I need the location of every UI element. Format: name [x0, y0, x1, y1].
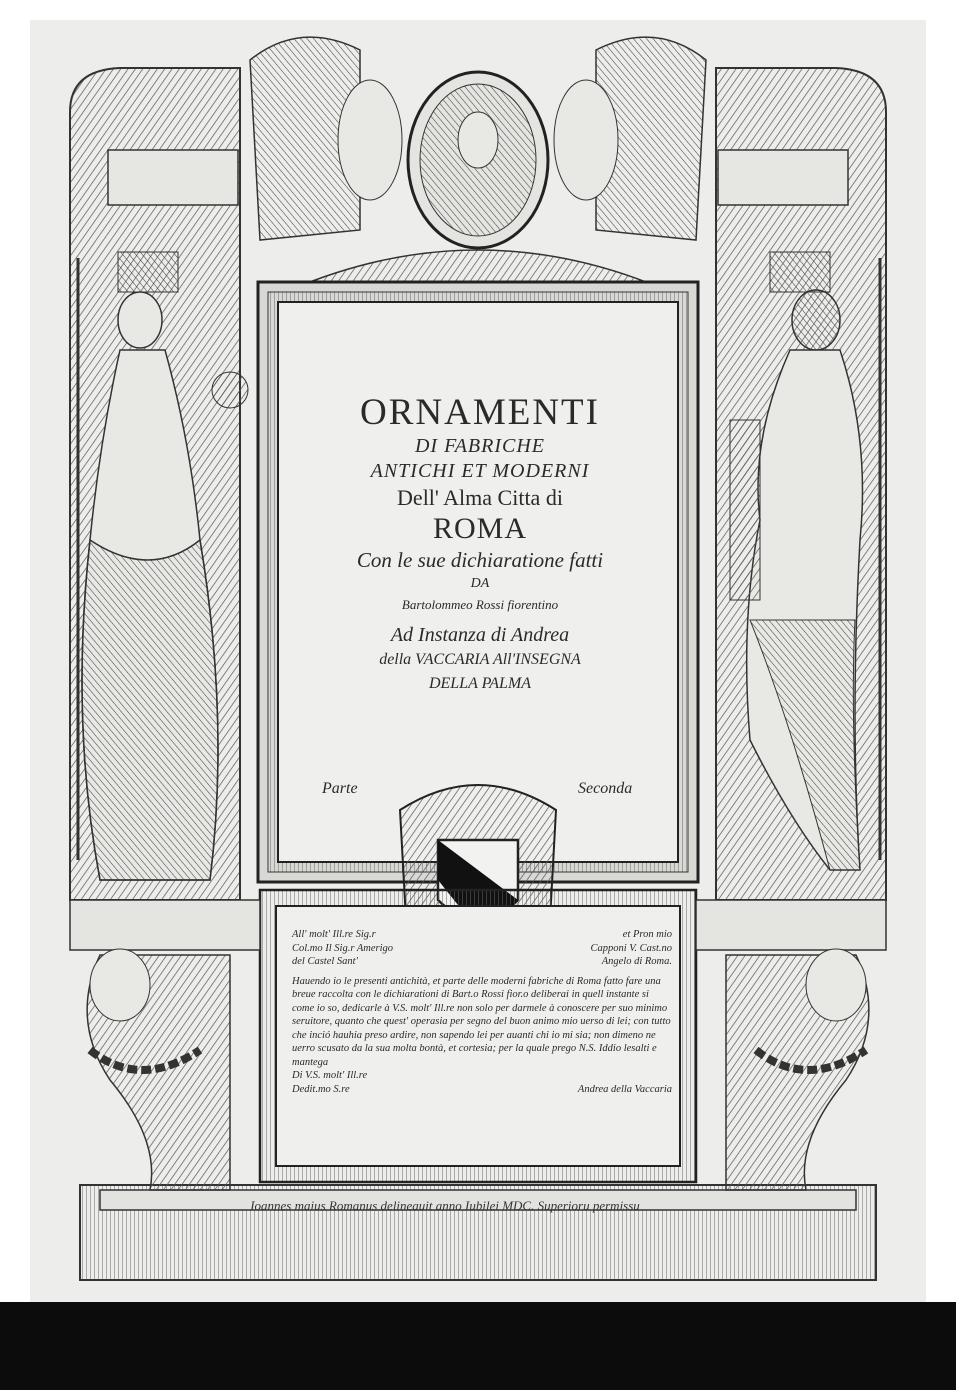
- parte-label: Parte: [322, 780, 358, 797]
- dedication-address-2b: Capponi V. Cast.no: [590, 942, 672, 954]
- title-block: [284, 392, 676, 696]
- subtitle-line-4: Con le sue dichiaratione fatti: [356, 548, 604, 572]
- subtitle-line-2: ANTICHI ET MODERNI: [370, 460, 590, 482]
- right-bracket-mask: [696, 900, 886, 1190]
- city-name: ROMA: [432, 512, 527, 545]
- publisher-line-3: DELLA PALMA: [428, 675, 532, 692]
- dedication-address-1b: et Pron mio: [622, 929, 672, 940]
- main-title: ORNAMENTI: [360, 392, 600, 433]
- dedication-address-2a: Col.mo Il Sig.r Amerigo: [292, 942, 394, 954]
- by-label: DA: [470, 576, 490, 591]
- author-name: Bartolommeo Rossi fiorentino: [401, 597, 559, 612]
- seconda-label: Seconda: [578, 780, 633, 797]
- dedication-closing: Di V.S. molt' Ill.re: [292, 1070, 368, 1081]
- engraver-credit: Ioannes maius Romanus delineauit anno Iubilei MDC. Superioru permissu: [250, 1198, 640, 1213]
- dedication-address-3a: del Castel Sant': [292, 956, 358, 967]
- dedication-address-1a: All' molt' Ill.re Sig.r: [292, 929, 376, 940]
- subtitle-line-3: Dell' Alma Citta di: [397, 485, 563, 510]
- subtitle-line-1: DI FABRICHE: [414, 435, 546, 457]
- bottom-bar: [0, 1302, 956, 1390]
- dedication-signature: Andrea della Vaccaria: [577, 1083, 672, 1095]
- publisher-line-1: Ad Instanza di Andrea: [390, 624, 570, 646]
- dedication-dedit: Dedit.mo S.re: [292, 1083, 350, 1095]
- publisher-line-2: della VACCARIA All'INSEGNA: [379, 651, 581, 668]
- dedication-text: [292, 928, 672, 1096]
- dedication-address-3b: Angelo di Roma.: [601, 956, 672, 967]
- dedication-body: Hauendo io le presenti antichità, et parte delle moderni fabriche di Roma fatto fare una breue raccolta con le dichiarationi di Bart.o Rossi fior.o deliberai in quell instante si come io so, dedicarle à V.S. molt' Ill.re non solo per darmele à conoscere per suo minimo seruitore, quanto che quest' operasia per segno del buon animo mio uerso di lei; con tutto che inció hauhia preso ardire, non sapendo lei per auanti chi io mi sia; non dimeno ne uerro scusato da la sua molta bontà, et cortesia; per la quale prego N.S. Iddio lesalti e mantega: [292, 975, 671, 1068]
- left-bracket-mask: [70, 900, 260, 1190]
